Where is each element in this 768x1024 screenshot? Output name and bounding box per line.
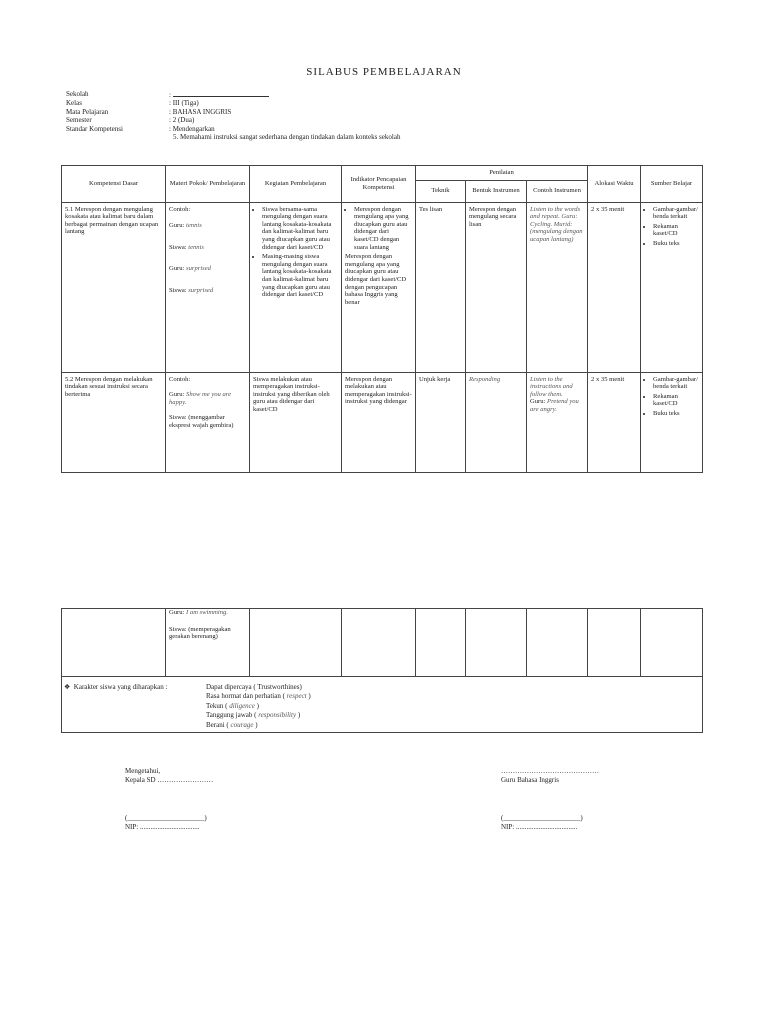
bentuk-cell: Responding xyxy=(466,372,527,472)
materi-cell: Contoh: Guru: Show me you are happy. Siswa: (menggambar ekspresi wajah gembira) xyxy=(166,372,250,472)
list-item: • Rekaman kaset/CD xyxy=(653,223,699,238)
signature-left: Mengetahui, Kepala SD …………………… (______________________) NIP: .................................. xyxy=(125,767,214,831)
teknik-cell: Tes lisan xyxy=(416,202,466,372)
info-sekolah: Sekolah : xyxy=(66,90,400,99)
header-indikator: Indikator Pencapaian Kompetensi xyxy=(342,166,416,203)
list-item: • Rekaman kaset/CD xyxy=(653,393,699,408)
list-item: • Masing-masing siswa mengulang dengan suara lantang kosakata-kosakata dan kalimat-kalimat baru yang diucapkan guru atau didengar dari kaset/CD xyxy=(262,253,338,299)
karakter-section: ❖ Karakter siswa yang diharapkan : Dapat dipercaya ( Trustworthines) Rasa hormat dan perhatian ( respect ) Tekun ( diligence ) Tanggung jawab ( responsibility ) Berani ( courage ) xyxy=(64,683,311,729)
info-standar: Standar Kompetensi : Mendengarkan xyxy=(66,124,215,133)
materi-cell: Contoh: Guru: tennis Siswa: tennis Guru: surprised Siswa: surprised xyxy=(166,202,250,372)
indikator-cell: Merespon dengan melakukan atau memperagakan instruksi-instruksi yang didengar xyxy=(342,372,416,472)
info-kelas: Kelas : III (Tiga) xyxy=(66,99,199,108)
info-semester: Semester : 2 (Dua) xyxy=(66,116,195,125)
table-row xyxy=(62,609,703,677)
bentuk-cell: Merespon dengan mengulang secara lisan xyxy=(466,202,527,372)
table-row xyxy=(62,202,703,372)
list-item: • Merespon dengan mengulang apa yang diucapkan guru atau didengar dari kaset/CD dengan suara lantang xyxy=(354,206,412,252)
materi-cell: Guru: I am swimming. Siswa: (memperagakan gerakan berenang) xyxy=(166,609,250,677)
table-row xyxy=(62,372,703,472)
contoh-cell: Listen to the instructions and follow them. Guru: Pretend you are angry. xyxy=(527,372,588,472)
info-mapel: Mata Pelajaran : BAHASA INGGRIS xyxy=(66,107,232,116)
header-sumber: Sumber Belajar xyxy=(641,166,703,203)
list-item: • Buku teks xyxy=(653,240,699,248)
header-bentuk: Bentuk Instrumen xyxy=(466,180,527,202)
header-materi: Materi Pokok/ Pembelajaran xyxy=(166,166,250,203)
diamond-bullet-icon: ❖ xyxy=(64,683,71,691)
header-info xyxy=(66,90,400,141)
alokasi-cell: 2 x 35 menit xyxy=(588,202,641,372)
kd-cell: 5.2 Merespon dengan melakukan tindakan sesuai instruksi secara berterima xyxy=(62,372,166,472)
header-contoh: Contoh Instrumen xyxy=(527,180,588,202)
alokasi-cell: 2 x 35 menit xyxy=(588,372,641,472)
kegiatan-cell: Siswa melakukan atau memperagakan instruksi-instruksi yang diberikan oleh guru atau didengar dari kaset/CD xyxy=(250,372,342,472)
sumber-cell xyxy=(641,202,703,372)
teknik-cell: Unjuk kerja xyxy=(416,372,466,472)
kd-cell: 5.1 Merespon dengan mengulang kosakata atau kalimat baru dalam berbagai permainan dengan ucapan lantang xyxy=(62,202,166,372)
header-kompetensi: Kompetensi Dasar xyxy=(62,166,166,203)
syllabus-table xyxy=(61,165,703,473)
list-item: • Siswa bersama-sama mengulang dengan suara lantang kosakata-kosakata dan kalimat-kalimat baru yang diucapkan guru atau didengar dari kaset/CD xyxy=(262,206,338,252)
list-item: • Buku teks xyxy=(653,410,699,418)
sumber-cell xyxy=(641,372,703,472)
contoh-cell: Listen to the words and repeat. Guru: Cycling. Murid: (mengulang dengan ucapan lantang) xyxy=(527,202,588,372)
blank-line xyxy=(173,90,269,97)
signature-right: …………………………………… Guru Bahasa Inggris (______________________) NIP: ................................... xyxy=(501,767,599,831)
header-alokasi: Alokasi Waktu xyxy=(588,166,641,203)
info-standar-detail: 5. Memahami instruksi sangat sederhana dengan tindakan dalam konteks sekolah xyxy=(173,133,401,142)
indikator-cell: • Merespon dengan mengulang apa yang diucapkan guru atau didengar dari kaset/CD dengan suara lantang Merespon dengan mengulang apa yang diucapkan guru atau didengar dari kaset/CD dengan pengucapan bahasa Inggris yang benar xyxy=(342,202,416,372)
header-teknik: Teknik xyxy=(416,180,466,202)
kegiatan-cell xyxy=(250,202,342,372)
header-kegiatan: Kegiatan Pembelajaran xyxy=(250,166,342,203)
list-item: • Gambar-gambar/ benda terkait xyxy=(653,376,699,391)
header-penilaian: Penilaian xyxy=(416,166,588,181)
page-title: SILABUS PEMBELAJARAN xyxy=(306,66,462,78)
list-item: • Gambar-gambar/ benda terkait xyxy=(653,206,699,221)
